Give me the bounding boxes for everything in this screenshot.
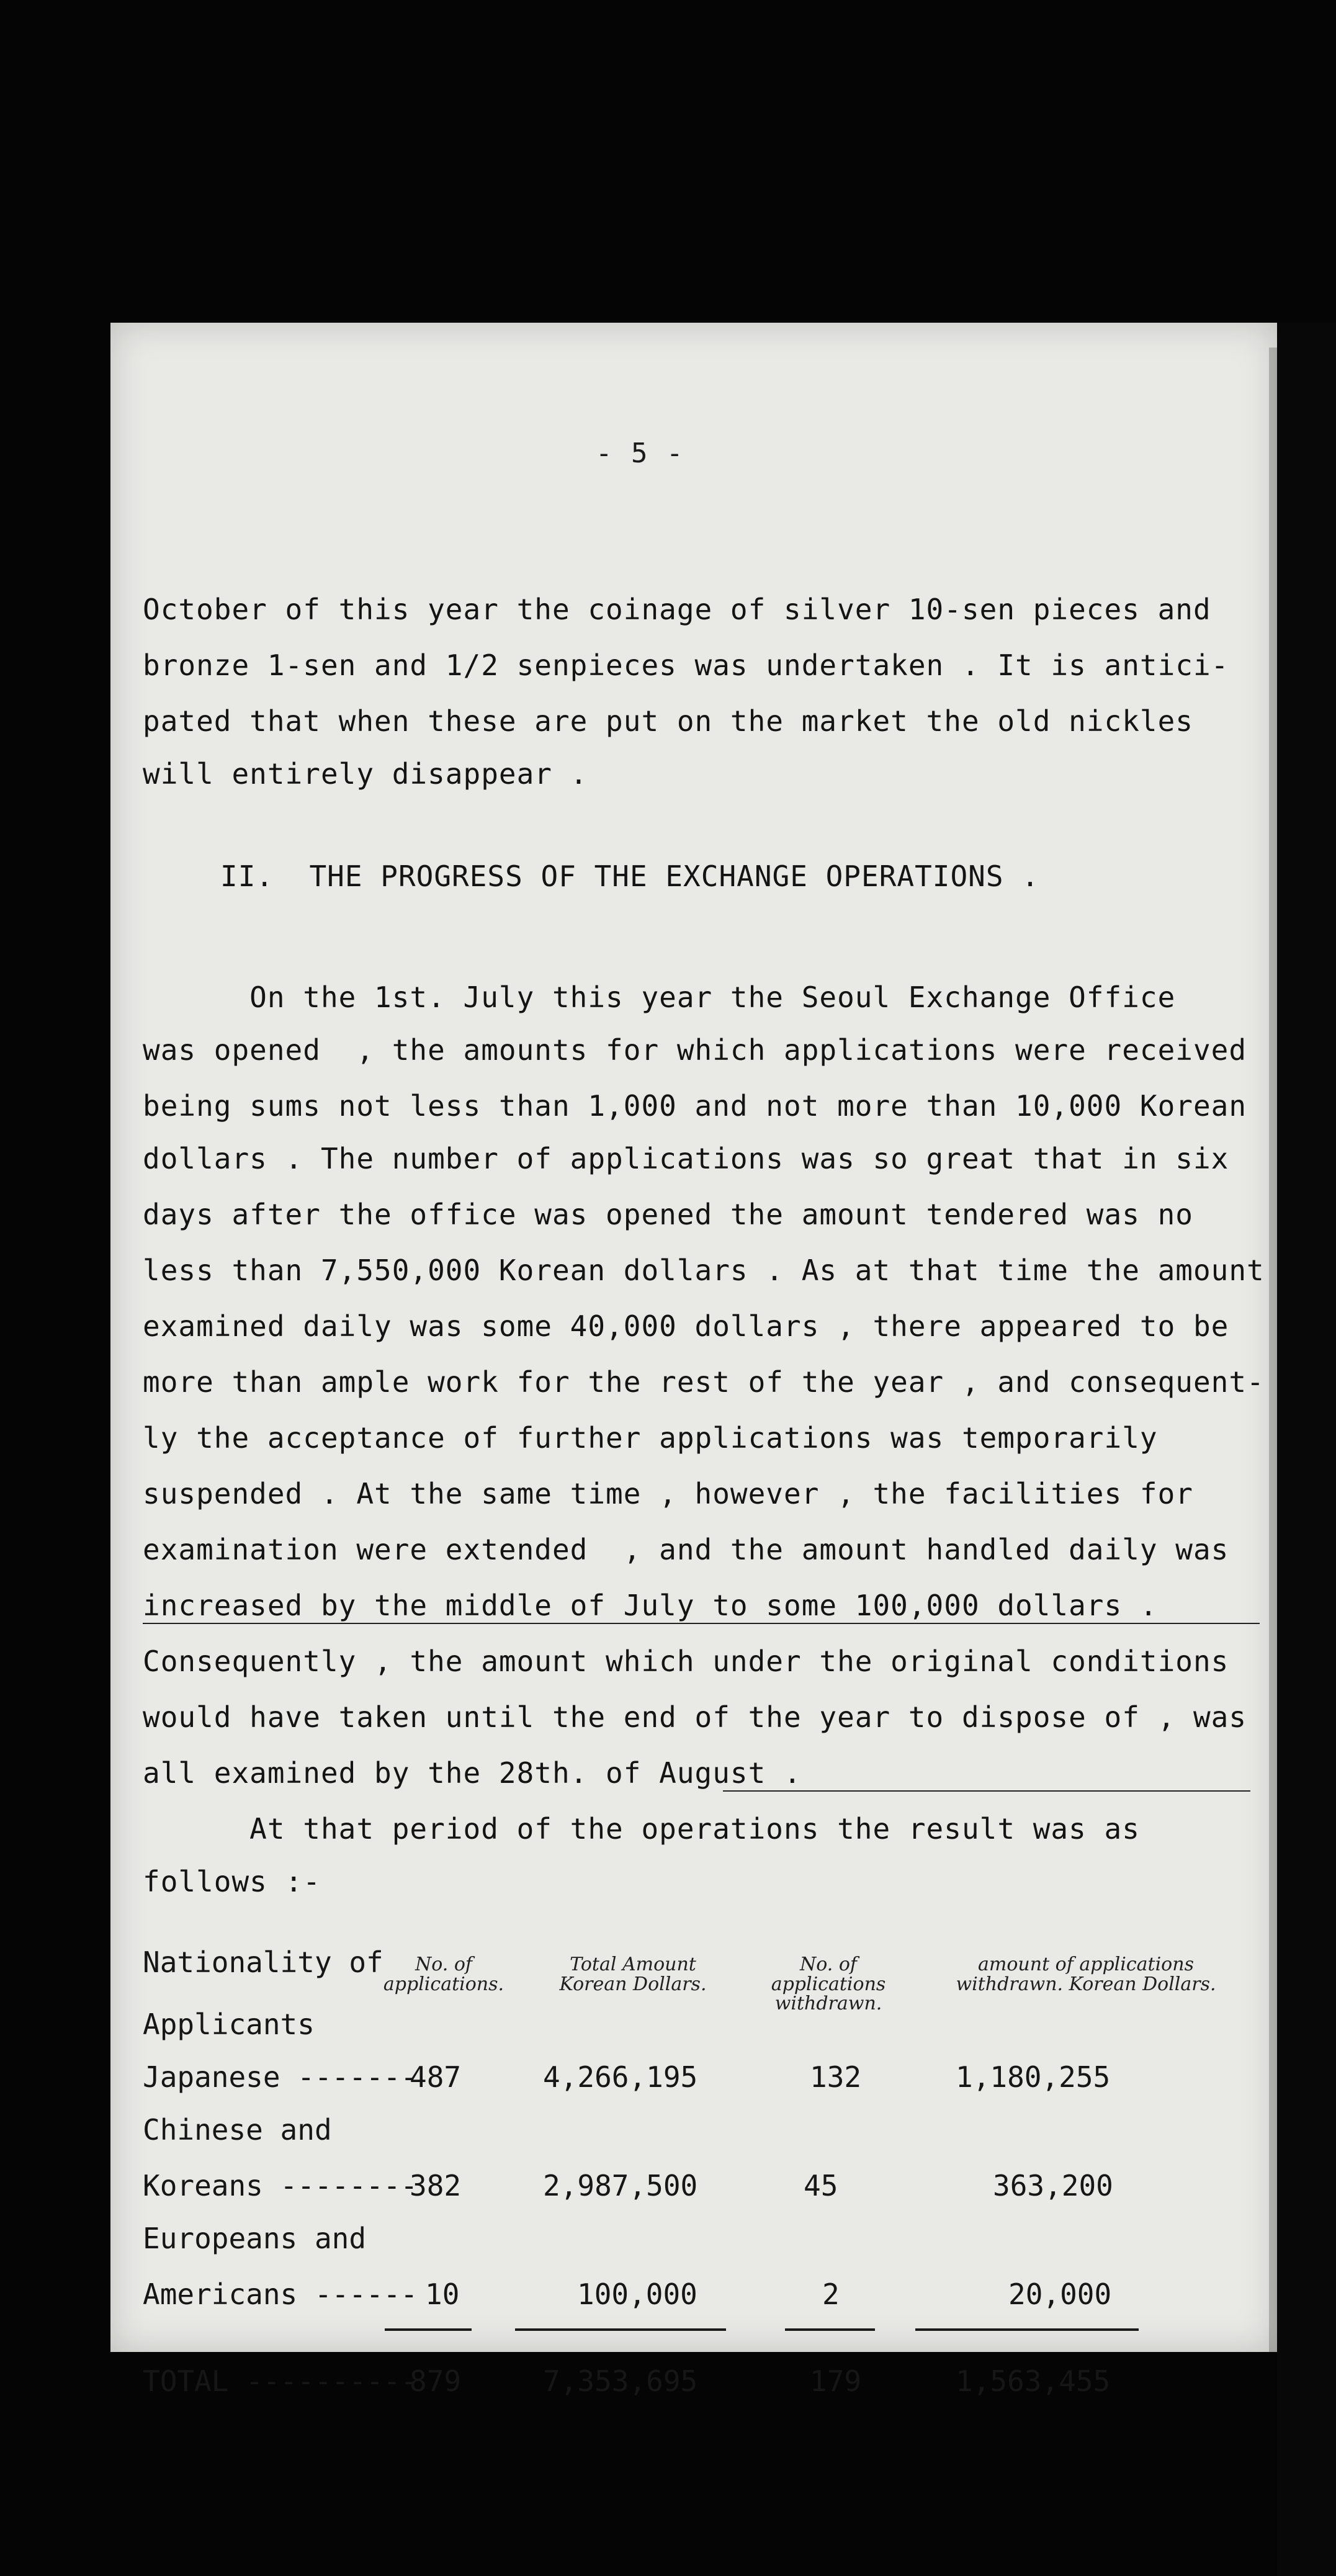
body-line: ly the acceptance of further applications was temporarily [143, 1421, 1158, 1455]
table-row-label: Chinese and [143, 2113, 332, 2147]
table-total-withdrawn: 179 [810, 2364, 862, 2398]
table-row-label: Europeans and [143, 2222, 367, 2255]
table-cell-withdrawn: 2 [822, 2278, 840, 2311]
intro-line: October of this year the coinage of silver 10-sen pieces and [143, 593, 1211, 626]
table-cell-applications: 487 [410, 2060, 462, 2094]
body-line: was opened , the amounts for which applications were received [143, 1033, 1247, 1067]
handwritten-column-header: No. of applications withdrawn. [771, 1954, 886, 2014]
table-header-label: Applicants [143, 2008, 315, 2041]
table-total-applications: 879 [410, 2364, 462, 2398]
body-line: less than 7,550,000 Korean dollars . As at that time the amount [143, 1254, 1265, 1287]
table-cell-withdrawn: 132 [810, 2060, 862, 2094]
table-row-label: Japanese ------- [143, 2060, 418, 2094]
table-cell-withdrawn-amount: 363,200 [993, 2169, 1113, 2202]
sum-rule [915, 2328, 1139, 2331]
body-line: would have taken until the end of the year to dispose of , was [143, 1700, 1247, 1734]
table-row-label: Koreans -------- [143, 2169, 418, 2202]
table-cell-withdrawn: 45 [804, 2169, 838, 2202]
body-line: more than ample work for the rest of the year , and consequent- [143, 1365, 1265, 1399]
body-line: days after the office was opened the amount tendered was no [143, 1198, 1193, 1231]
intro-line: bronze 1-sen and 1/2 senpieces was undertaken . It is antici- [143, 648, 1229, 682]
handwritten-column-header: Total Amount Korean Dollars. [559, 1954, 707, 1995]
table-cell-withdrawn-amount: 1,180,255 [956, 2060, 1111, 2094]
body-line: suspended . At the same time , however , the facilities for [143, 1477, 1193, 1510]
table-cell-amount: 4,266,195 [543, 2060, 698, 2094]
table-cell-applications: 10 [425, 2278, 460, 2311]
table-cell-amount: 2,987,500 [543, 2169, 698, 2202]
table-cell-amount: 100,000 [577, 2278, 697, 2311]
ruled-line [143, 1623, 1260, 1624]
scan-edge-shadow [1269, 348, 1277, 2352]
intro-line: pated that when these are put on the market the old nickles [143, 704, 1193, 738]
handwritten-column-header: No. of applications. [383, 1954, 504, 1995]
table-cell-applications: 382 [410, 2169, 462, 2202]
body-line: examination were extended , and the amount handled daily was [143, 1533, 1229, 1566]
handwritten-column-header: amount of applications withdrawn. Korean Dollars. [956, 1954, 1216, 1995]
table-total-amount: 7,353,695 [543, 2364, 698, 2398]
section-heading: II. THE PROGRESS OF THE EXCHANGE OPERATIONS . [220, 859, 1039, 893]
page-number: - 5 - [596, 438, 684, 469]
scan-border [1277, 323, 1336, 2576]
table-total-withdrawn-amount: 1,563,455 [956, 2364, 1111, 2398]
body-line: follows :- [143, 1865, 321, 1898]
sum-rule [515, 2328, 726, 2331]
body-line: At that period of the operations the result was as [143, 1812, 1140, 1846]
table-header-label: Nationality of [143, 1945, 383, 1979]
body-line: all examined by the 28th. of August . [143, 1756, 802, 1790]
body-line: examined daily was some 40,000 dollars , there appeared to be [143, 1309, 1229, 1343]
table-cell-withdrawn-amount: 20,000 [1008, 2278, 1112, 2311]
body-line: increased by the middle of July to some 100,000 dollars . [143, 1589, 1158, 1622]
sum-rule [785, 2328, 875, 2331]
body-line: being sums not less than 1,000 and not more than 10,000 Korean [143, 1089, 1247, 1123]
sum-rule [385, 2328, 472, 2331]
body-line: On the 1st. July this year the Seoul Exchange Office [143, 981, 1176, 1014]
table-row-label: Americans ------ [143, 2278, 418, 2311]
body-line: dollars . The number of applications was so great that in six [143, 1142, 1229, 1175]
body-line: Consequently , the amount which under the original conditions [143, 1645, 1229, 1678]
intro-line: will entirely disappear . [143, 757, 588, 791]
ruled-line [723, 1790, 1250, 1792]
table-total-label: TOTAL ---------- [143, 2364, 418, 2398]
